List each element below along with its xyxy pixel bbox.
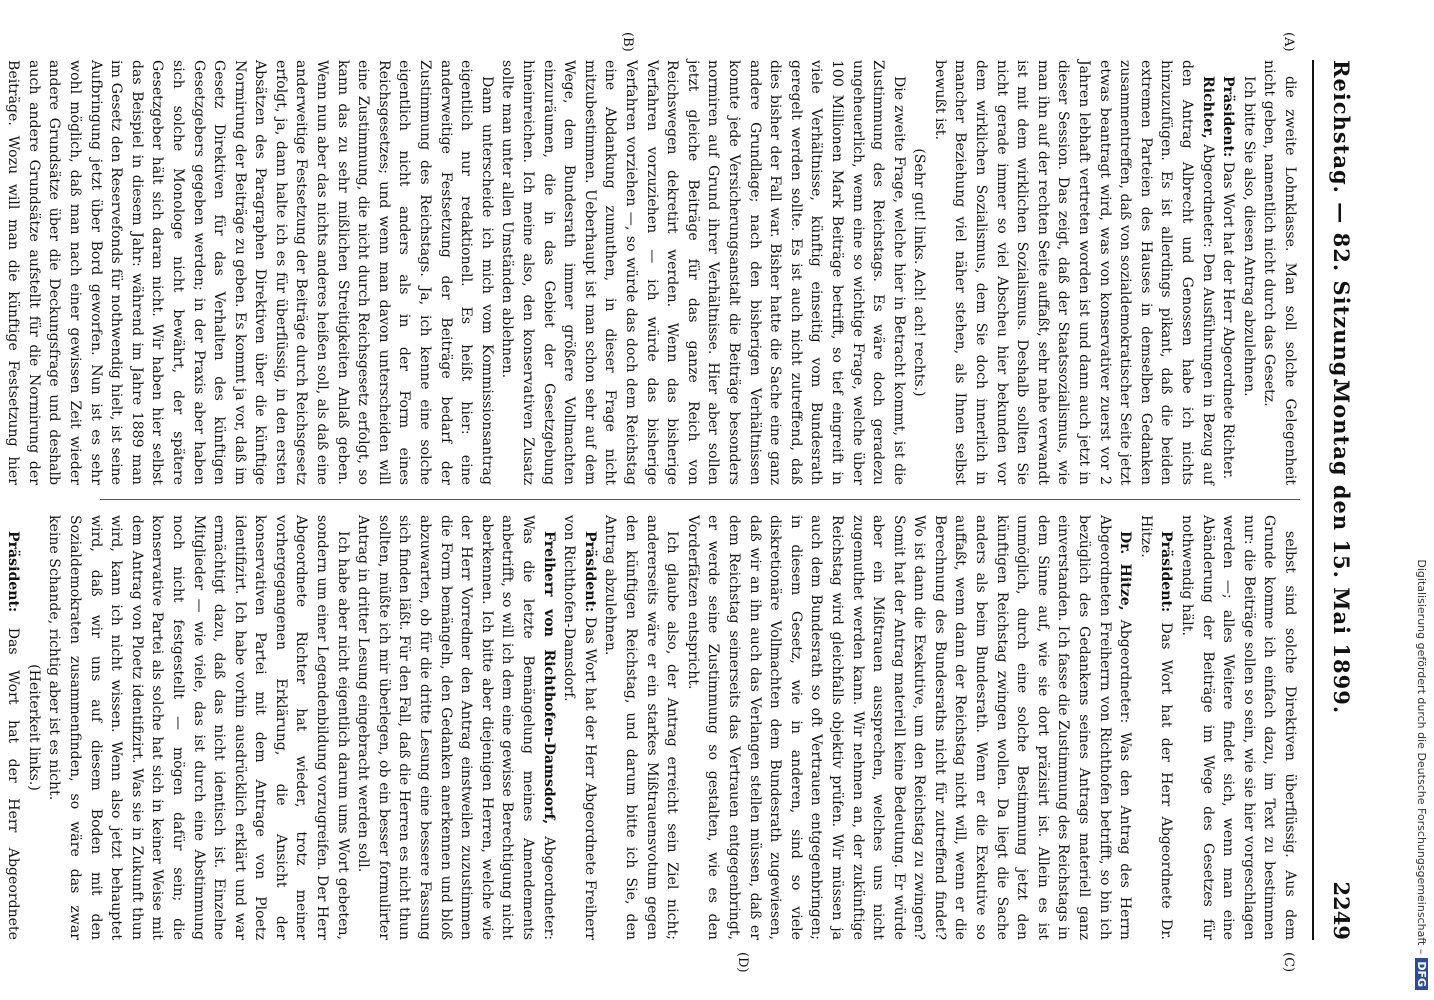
paragraph: die zweite Lohnklasse. Man soll solche Gelegenheit nicht geben, namentlich nicht durch das Gesetz. — [1261, 60, 1298, 485]
speaker-name: Präsident: — [5, 531, 22, 613]
speaker-paragraph: Präsident: Das Wort hat der Herr Abgeordnete Freiherr von Richthofen-Damsdorf. — [561, 515, 598, 940]
margin-mark-d: (D) — [735, 952, 750, 973]
margin-mark-a: (A) — [1281, 32, 1296, 52]
speaker-paragraph: Präsident: Das Wort hat der Herr Abgeordnete — [5, 531, 22, 941]
column-divider — [100, 499, 1300, 500]
right-column — [5, 515, 1300, 941]
header-date: Montag den 15. Mai 1899. — [1329, 380, 1354, 715]
speaker-name: Dr. Hitze, — [1117, 531, 1134, 611]
speaker-paragraph: Präsident: Das Wort hat der Herr Abgeordnete Richter. — [1220, 76, 1237, 480]
paragraph: Die zweite Frage, welche hier in Betracht kommt, ist die Zustimmung des Reichstags. Es wäre doch geradezu ungeheuerlich, wenn eine so wichtige Frage, welche über 100 Millionen Mark Beiträge betrifft, so tief eingreift in viele Verhältnisse, künftig einseitig vom Bundesrath geregelt werden sollte. Es ist auch nicht zutreffend, daß dies bisher der Fall war. Bisher hatte die Sache eine ganz andere Grundlage; nach den bisherigen Verhältnissen konnte jede Versicherungsanstalt die Beiträge besonders normiren auf Grund ihrer Verhältnisse. Hier aber sollen jetzt gleiche Beiträge für das ganze Reich von Reichswegen dekretirt werden. Wenn das bisherige Verfahren vorzuziehen — ich würde das bisherige Verfahren vorziehen —, so würde das doch dem Reichstag eine Abdankung zumuthen, in dieser Frage nicht mitzubestimmen. Ueberhaupt ist man schon sehr auf dem Wege, dem Bundesrath immer größere Vollmachten einzuräumen, die in das Gebiet der Gesetzgebung hineinreichen. Ich meine also, den konservativen Zusatz sollte man unter allen Umständen ablehnen. — [499, 60, 907, 485]
speaker-name: Präsident: — [1158, 531, 1175, 613]
speaker-name: Richter, — [1199, 76, 1216, 139]
speaker-name: Freiherr von Richthofen-Damsdorf, — [540, 531, 557, 825]
page-number: 2249 — [1329, 881, 1354, 940]
paragraph: Ich habe aber nicht eigentlich darum ums Wort gebeten, sondern um einer Legendenbildung vorzugreifen. Der Herr Abgeordnete Richter hat wieder, trotz meiner vorhergegangenen Erklärung, die Ansicht der konservativen Partei mit dem Antrage von Ploetz identifizirt. Ich habe vorhin ausdrücklich erklärt und war ermächtigt dazu, daß das nicht identisch ist. Einzelne Mitglieder — wie viele, das ist durch eine Abstimmung noch nicht festgestellt — mögen dafür sein; die konservative Partei als solche hat sich in keiner Weise mit dem Antrag von Ploetz identifizirt. Was sie in Zukunft thun wird, kann ich nicht wissen. Wenn also jetzt behauptet wird, daß wir uns auf diesem Boden mit den Sozialdemokraten zusammenfinden, so wäre das zwar keine Schande, richtig aber ist es nicht. — [46, 515, 351, 941]
header-session: Reichstag. — 82. Sitzung. — [1329, 60, 1354, 386]
dfg-logo: DFG — [1415, 958, 1428, 990]
margin-mark-b: (B) — [620, 32, 635, 52]
interjection: (Heiterkeit links.) — [25, 664, 42, 791]
credit-text: Digitalisierung gefördert durch die Deutsche Forschungsgemeinschaft – — [1415, 559, 1428, 955]
speaker-paragraph: Dr. Hitze, Abgeordneter: Was den Antrag des Herrn Abgeordneten Freiherrn von Richthofen betrifft, so bin ich bezüglich des Gedankens seines Antrags materiell ganz einverstanden. Ich fasse die Zustimmung des Reichstags in dem Sinne auf, wie sie dort präzisirt ist. Allein es ist unmöglich, durch eine solche Bestimmung jetzt den künftigen Reichstag zwingen wollen. Da liegt die Sache anders als beim Bundesrath. Wenn er die Exekutive so auffaßt, wenn dann der Reichstag nicht will, wenn er die Berechnung des Bundesraths nicht für zutreffend findet? Wo ist dann die Exekutive, um den Reichstag zu zwingen? Somit hat der Antrag materiell keine Bedeutung. Er würde aber ein Mißtrauen aussprechen, welches uns nicht zugemuthet werden kann. Wir nehmen an, der zukünftige Reichstag wird gleichfalls objektiv prüfen. Wir müssen ja auch dem Bundesrath so oft Vertrauen entgegenbringen; in diesem Gesetz, wie in anderen, sind so viele diskretionäre Vollmachten dem Bundesrath zugewiesen, daß wir an ihn auch das Verlangen stellen müssen, daß er dem Reichstag seinerseits das Vertrauen entgegenbringt, er werde seine Zustimmung so gestalten, wie es den Vorderfätzen entspricht. — [684, 515, 1134, 940]
speaker-paragraph: Richter, Abgeordneter: Den Ausführungen in Bezug auf den Antrag Albrecht und Genossen habe ich nichts hinzuzufügen. Es ist allerdings pikant, daß die beiden extremen Parteien des Hauses in demselben Gedanken zusammentreffen, daß von sozialdemokratischer Seite jetzt etwas beantragt wird, was von konservativer zuerst vor 2 Jahren lebhaft vertreten worden ist und dann auch jetzt in dieser Session. Das zeigt, daß der Staatssozialismus, wie man ihn auf der rechten Seite auffaßt, sehr nahe verwandt ist mit dem wirklichen Sozialismus. Deshalb sollten Sie nicht gerade immer so viel Abscheu hier bekunden vor dem wirklichen Sozialismus, dem Sie doch innerlich in mancher Beziehung viel näher stehen, als Ihnen selbst bewußt ist. — [931, 60, 1216, 485]
margin-mark-c: (C) — [1281, 952, 1296, 973]
paragraph: Dann unterscheide ich mich vom Kommissionsantrag eigentlich nur redaktionell. Es heißt hier: eine anderweitige Festsetzung der Beiträge bedarf der Zustimmung des Reichstags. Ja, ich kenne eine solche eigentlich nicht anders als in der Form eines Reichsgesetzes; und wenn man davon unterscheiden will eine Zustimmung, die nicht durch Reichsgesetz erfolgt, so kann das zu sehr mißlichen Streitigkeiten Anlaß geben. Wenn nun aber das nichts anderes heißen soll, als daß eine anderweitige Festsetzung der Beiträge durch Reichsgesetz erfolgt, ja, dann halte ich es für überflüssig, in den ersten Absätzen des Paragraphen Direktiven über die künftige Normirung der Beiträge zu geben. Es kommt ja vor, daß im Gesetz Direktiven für das Verhalten des künftigen Gesetzgebers gegeben werden; in der Praxis aber haben sich solche Monologe nicht bewährt, der spätere Gesetzgeber hält sich daran nicht. Wir haben hier selbst das Beispiel in diesem Jahr: während im Jahre 1889 man im Gesetz den Reservefonds für nothwendig hielt, ist seine Aufbringung jetzt über Bord geworfen. Nun ist es sehr wohl möglich, daß man nach einer gewissen Zeit wieder andere Grundsätze über die Deckungsfrage und deshalb auch andere Grundsätze aufstellt für die Normirung der Beiträge. Wozu will man die künftige Festsetzung hier — [5, 60, 495, 485]
digitization-credit — [1416, 10, 1430, 990]
paragraph: Ich bitte Sie also, diesen Antrag abzulehnen. — [1240, 76, 1257, 397]
interjection: (Sehr gut! links. Ach! ach! rechts.) — [911, 148, 928, 397]
left-column — [5, 60, 1300, 485]
paragraph: selbst sind solche Direktiven überflüssig. Aus dem Grunde komme ich einfach dazu, im Text zu bestimmen nur: die Beiträge sollen so sein, wie sie hier vorgeschlagen werden —; alles Weitere findet sich, wenn man eine Abänderung der Beiträge im Wege des Gesetzes für nothwendig hält. — [1179, 515, 1298, 940]
speaker-name: Präsident: — [1220, 76, 1237, 158]
speaker-paragraph: Freiherr von Richthofen-Damsdorf, Abgeordneter: Was die letzte Bemängelung meines Amendements anbetrifft, so will ich dem eine gewisse Berechtigung nicht aberkennen. Ich bitte aber diejenigen Herren, welche wie der Herr Vorredner den Antrag einstweilen zuzustimmen die Form bemängeln, den Gedanken anerkennen und bloß abzuwarten, ob für die dritte Lesung eine bessere Fassung sich finden läßt. Für den Fall, daß die Herren es nicht thun sollten, müßte ich mir überlegen, ob ein besser formulirter Antrag in dritter Lesung eingebracht werden soll. — [355, 515, 557, 940]
header-rule — [1312, 60, 1314, 940]
paragraph: Ich glaube also, der Antrag erreicht sein Ziel nicht; andererseits wäre er ein starkes Mißtrauensvotum gegen den künftigen Reichstag, und darum bitte ich Sie, den Antrag abzulehnen. — [602, 515, 681, 940]
speaker-paragraph: Präsident: Das Wort hat der Herr Abgeordnete Dr. Hitze. — [1137, 515, 1175, 941]
speaker-name: Präsident: — [581, 531, 598, 613]
page-header — [1320, 60, 1364, 940]
